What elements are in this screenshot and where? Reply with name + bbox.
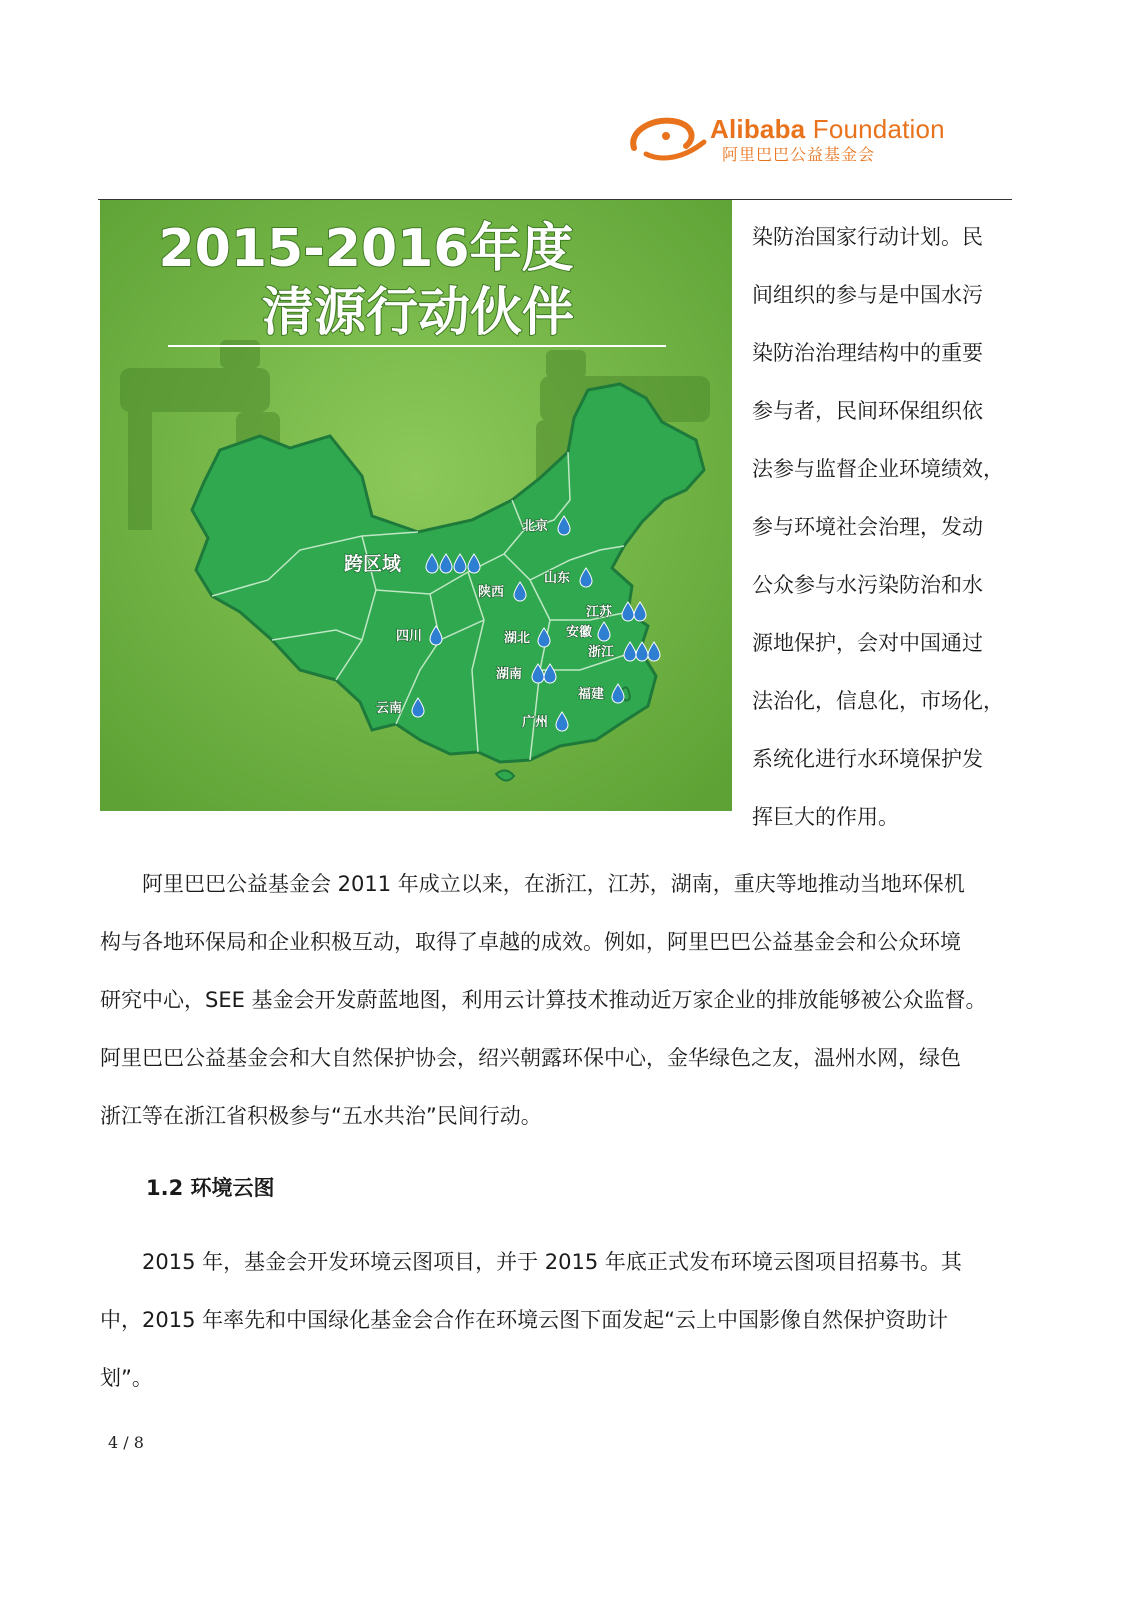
side-text-column [752,208,1034,846]
side-text-line: 法参与监督企业环境绩效， [752,457,1004,481]
region-label-fujian: 福建 [578,687,605,702]
side-text-line: 参与者，民间环保组织依 [752,399,983,423]
paragraph-line: 2015 年，基金会开发环境云图项目，并于 2015 年底正式发布环境云图项目招募书。其 [100,1250,962,1274]
alibaba-smile-icon [626,112,712,164]
region-label-cross-region: 跨区域 [344,553,402,575]
figure-title-line1: 2015-2016年度 [158,219,574,279]
paragraph-line: 划”。 [100,1366,153,1390]
paragraph-foundation-achievements [100,855,1020,1145]
region-label-guangzhou: 广州 [522,715,549,730]
region-label-beijing: 北京 [522,519,549,534]
region-label-hubei: 湖北 [504,631,531,646]
region-label-zhejiang: 浙江 [588,645,615,660]
section-heading: 1.2 环境云图 [146,1176,275,1200]
partners-map-graphic [100,200,732,811]
logo-name-bold: Alibaba [710,114,806,144]
region-label-yunnan: 云南 [376,701,403,716]
figure-title-line2: 清源行动伙伴 [261,283,575,343]
paragraph-line: 阿里巴巴公益基金会 2011 年成立以来，在浙江，江苏，湖南，重庆等地推动当地环保机 [100,872,965,896]
side-text-line: 源地保护，会对中国通过 [752,631,983,655]
paragraph-line: 中，2015 年率先和中国绿化基金会合作在环境云图下面发起“云上中国影像自然保护资助计 [100,1308,948,1332]
region-label-shandong: 山东 [544,571,571,586]
region-label-shaanxi: 陕西 [478,585,505,600]
side-text-line: 染防治治理结构中的重要 [752,341,983,365]
region-label-jiangsu: 江苏 [586,605,613,620]
side-text-line: 参与环境社会治理，发动 [752,515,983,539]
region-label-sichuan: 四川 [396,629,423,644]
side-text-line: 系统化进行水环境保护发 [752,747,983,771]
paragraph-line: 阿里巴巴公益基金会和大自然保护协会，绍兴朝露环保中心，金华绿色之友，温州水网，绿色 [100,1046,961,1070]
side-text-line: 染防治国家行动计划。民 [752,225,983,249]
region-label-hunan: 湖南 [496,667,523,682]
paragraph-line: 构与各地环保局和企业积极互动，取得了卓越的成效。例如，阿里巴巴公益基金会和公众环境 [100,930,961,954]
paragraph-environment-cloud-map [100,1233,1020,1407]
logo-chinese-name: 阿里巴巴公益基金会 [722,145,876,164]
page-number: 4 / 8 [108,1433,144,1452]
side-text-line: 间组织的参与是中国水污 [752,283,983,307]
paragraph-line: 研究中心，SEE 基金会开发蔚蓝地图，利用云计算技术推动近万家企业的排放能够被公众监督。 [100,988,987,1012]
side-text-line: 公众参与水污染防治和水 [752,573,983,597]
side-text-line: 挥巨大的作用。 [752,805,899,829]
logo-wordmark [710,114,945,145]
paragraph-line: 浙江等在浙江省积极参与“五水共治”民间行动。 [100,1104,542,1128]
region-label-anhui: 安徽 [566,625,593,640]
partners-map-figure [100,200,732,811]
alibaba-foundation-logo [626,112,986,164]
side-text-line: 法治化，信息化，市场化， [752,689,1004,713]
logo-name-light: Foundation [805,114,945,144]
